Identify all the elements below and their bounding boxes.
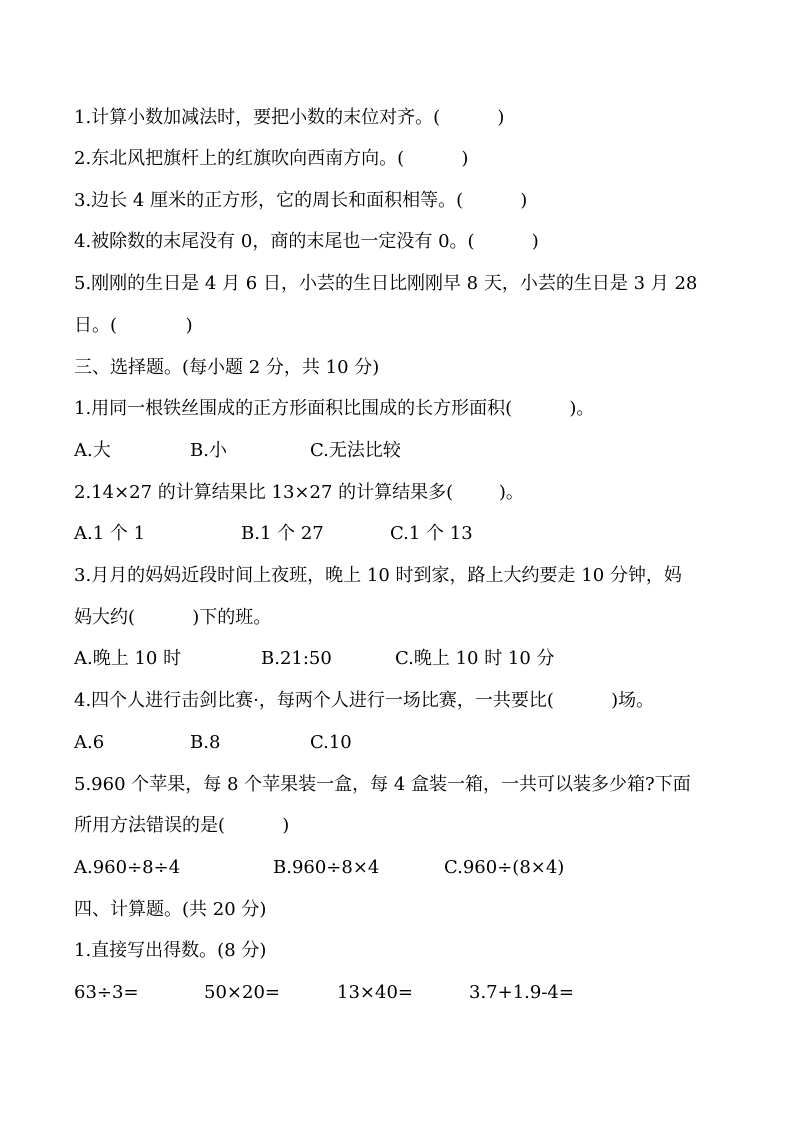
choice-question-2: 2.14×27 的计算结果比 13×27 的计算结果多( )。 (74, 482, 524, 503)
option-c: C.1 个 13 (390, 523, 473, 544)
choice-question-3-line2: 妈大约( )下的班。 (74, 607, 272, 628)
choice-question-4: 4.四个人进行击剑比赛·，每两个人进行一场比赛，一共要比( )场。 (74, 690, 655, 711)
option-a: A.960÷8÷4 (74, 857, 181, 878)
option-b: B.960÷8×4 (273, 857, 380, 878)
judgement-question-1: 1.计算小数加减法时，要把小数的末位对齐。( ) (74, 107, 505, 128)
calc-item-3: 13×40= (337, 982, 413, 1003)
judgement-question-5-line2: 日。( ) (74, 315, 193, 336)
calc-item-2: 50×20= (204, 982, 280, 1003)
judgement-question-2: 2.东北风把旗杆上的红旗吹向西南方向。( ) (74, 148, 469, 169)
option-b: B.21:50 (261, 648, 332, 669)
option-c: C.960÷(8×4) (444, 857, 565, 878)
option-b: B.8 (190, 732, 221, 753)
judgement-question-5-line1: 5.刚刚的生日是 4 月 6 日，小芸的生日比刚刚早 8 天，小芸的生日是 3 月 28 (74, 273, 698, 294)
section3-heading: 三、选择题。(每小题 2 分，共 10 分) (74, 357, 380, 378)
option-c: C.10 (310, 732, 352, 753)
option-a: A.大 (74, 440, 111, 461)
option-a: A.6 (74, 732, 105, 753)
choice-question-5-line2: 所用方法错误的是( ) (74, 815, 290, 836)
section4-subheading: 1.直接写出得数。(8 分) (74, 940, 267, 961)
judgement-question-3: 3.边长 4 厘米的正方形，它的周长和面积相等。( ) (74, 190, 528, 211)
choice-question-5-line1: 5.960 个苹果，每 8 个苹果装一盒，每 4 盒装一箱，一共可以装多少箱?下面 (74, 774, 691, 795)
option-a: A.1 个 1 (74, 523, 146, 544)
option-b: B.小 (190, 440, 227, 461)
judgement-question-4: 4.被除数的末尾没有 0，商的末尾也一定没有 0。( ) (74, 231, 539, 252)
option-c: C.晚上 10 时 10 分 (395, 648, 555, 669)
choice-question-1: 1.用同一根铁丝围成的正方形面积比围成的长方形面积( )。 (74, 398, 595, 419)
section4-heading: 四、计算题。(共 20 分) (74, 899, 267, 920)
calc-item-1: 63÷3= (74, 982, 139, 1003)
calc-item-4: 3.7+1.9-4= (469, 982, 574, 1003)
option-a: A.晚上 10 时 (74, 648, 182, 669)
option-b: B.1 个 27 (241, 523, 324, 544)
option-c: C.无法比较 (310, 440, 401, 461)
choice-question-3-line1: 3.月月的妈妈近段时间上夜班，晚上 10 时到家，路上大约要走 10 分钟，妈 (74, 565, 682, 586)
